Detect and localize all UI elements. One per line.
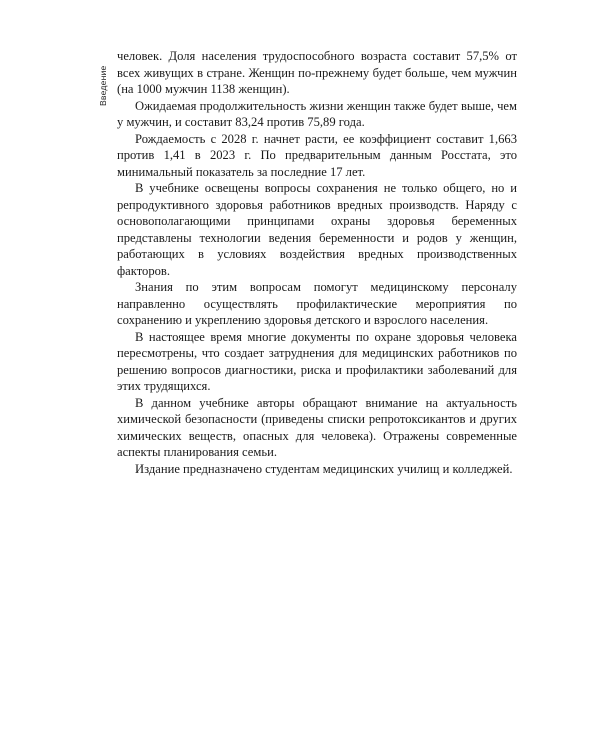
- paragraph-chemical-safety: В данном учебнике авторы обращают внимание на актуальность химической безопасности (приведены списки репротоксикантов и других химических веществ, опасных для человека). Отражены современные аспекты планирования семьи.: [117, 395, 517, 459]
- paragraph-life-expectancy: Ожидаемая продолжительность жизни женщин также будет выше, чем у мужчин, и составит 83,24 против 75,89 года.: [117, 98, 517, 129]
- paragraph-documents: В настоящее время многие документы по охране здоровья человека пересмотрены, что создает затруднения для медицинских работников по решению вопросов диагностики, риска и профилактики заболеваний для этих трудящихся.: [117, 329, 517, 393]
- paragraph-continuation: человек. Доля населения трудоспособного возраста составит 57,5% от всех живущих в стране. Женщин по-прежнему будет больше, чем мужчин (на 1000 мужчин 1138 женщин).: [117, 49, 517, 96]
- body-text: [117, 48, 517, 477]
- paragraph-knowledge: Знания по этим вопросам помогут медицинскому персоналу направленно осуществлять профилактические мероприятия по сохранению и укреплению здоровья детского и взрослого населения.: [117, 280, 517, 327]
- paragraph-audience: Издание предназначено студентам медицинских училищ и колледжей.: [135, 461, 513, 476]
- running-head-text: Введение: [98, 65, 108, 106]
- paragraph-textbook-scope: В учебнике освещены вопросы сохранения не только общего, но и репродуктивного здоровья работников вредных производств. Наряду с основополагающими принципами охраны здоровья беременных представлены технологии ведения беременности и родов у женщин, работающих в условиях воздействия вредных производственных факторов.: [117, 181, 517, 278]
- paragraph-birth-rate: Рождаемость с 2028 г. начнет расти, ее коэффициент составит 1,663 против 1,41 в 2023 г. По предварительным данным Росстата, это минимальный показатель за последние 17 лет.: [117, 131, 517, 179]
- running-head: [98, 46, 112, 106]
